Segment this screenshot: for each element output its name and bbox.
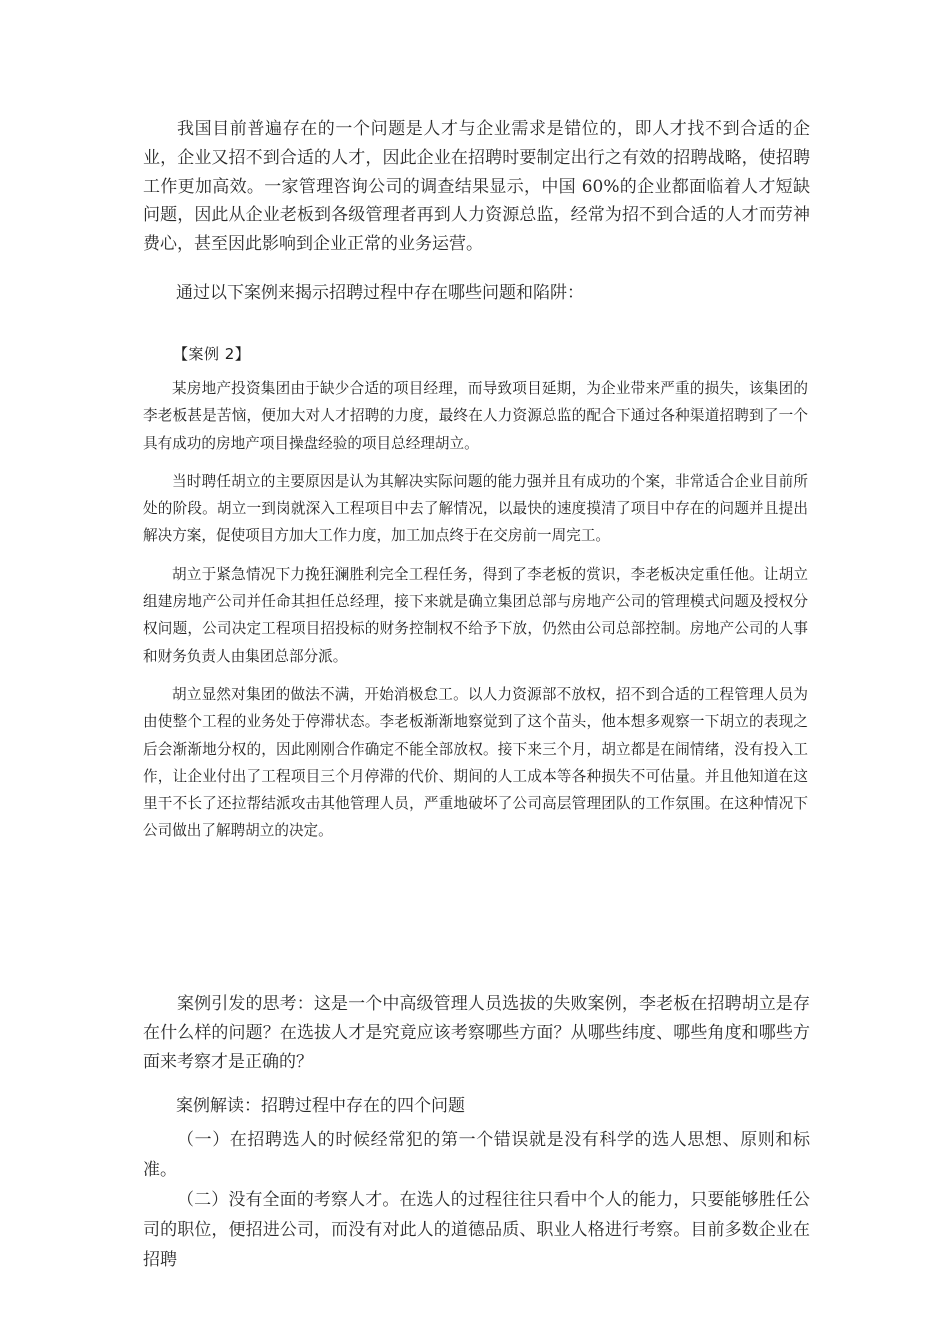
reflection-section [143, 990, 810, 1077]
case-paragraph-3: 胡立于紧急情况下力挽狂澜胜利完全工程任务，得到了李老板的赏识，李老板决定重任他。让胡立组建房地产公司并任命其担任总经理，接下来就是确立集团总部与房地产公司的管理模式问题及授权分权问题，公司决定工程项目招投标的财务控制权不给予下放，仍然由公司总部控制。房地产公司的人事和财务负责人由集团总部分派。 [143, 565, 808, 665]
intro-paragraph: 我国目前普遍存在的一个问题是人才与企业需求是错位的，即人才找不到合适的企业，企业又招不到合适的人才，因此企业在招聘时要制定出行之有效的招聘战略，使招聘工作更加高效。一家管理咨询公司的调查结果显示，中国 60%的企业都面临着人才短缺问题，因此从企业老板到各级管理者再到人力资源总监，经常为招不到合适的人才而劳神费心，甚至因此影响到企业正常的业务运营。 [143, 119, 810, 255]
reflection-paragraph: 案例引发的思考：这是一个中高级管理人员选拔的失败案例，李老板在招聘胡立是存在什么样的问题？在选拔人才是究竟应该考察哪些方面？从哪些纬度、哪些角度和哪些方面来考察才是正确的？ [143, 994, 810, 1072]
case-title: 【案例 2】 [173, 345, 251, 363]
case-body [143, 375, 808, 856]
points-section [143, 1125, 810, 1275]
case-paragraph-1: 某房地产投资集团由于缺少合适的项目经理，而导致项目延期，为企业带来严重的损失，该集团的李老板甚是苦恼，便加大对人才招聘的力度，最终在人力资源总监的配合下通过各种渠道招聘到了一个具有成功的房地产项目操盘经验的项目总经理胡立。 [143, 380, 808, 452]
analysis-heading: 案例解读：招聘过程中存在的四个问题 [176, 1096, 465, 1116]
point-2: （二）没有全面的考察人才。在选人的过程往往只看中个人的能力，只要能够胜任公司的职位，便招进公司，而没有对此人的道德品质、职业人格进行考察。目前多数企业在招聘 [143, 1190, 810, 1270]
case-paragraph-2: 当时聘任胡立的主要原因是认为其解决实际问题的能力强并且有成功的个案，非常适合企业目前所处的阶段。胡立一到岗就深入工程项目中去了解情况，以最快的速度摸清了项目中存在的问题并且提出解决方案，促使项目方加大工作力度，加工加点终于在交房前一周完工。 [143, 472, 808, 545]
intro-section [143, 115, 810, 259]
lead-sentence: 通过以下案例来揭示招聘过程中存在哪些问题和陷阱： [176, 283, 584, 303]
case-paragraph-4: 胡立显然对集团的做法不满，开始消极怠工。以人力资源部不放权，招不到合适的工程管理人员为由使整个工程的业务处于停滞状态。李老板渐渐地察觉到了这个苗头，他本想多观察一下胡立的表现之后会渐渐地分权的，因此刚刚合作确定不能全部放权。接下来三个月，胡立都是在闹情绪，没有投入工作，让企业付出了工程项目三个月停滞的代价、期间的人工成本等各种损失不可估量。并且他知道在这里干不长了还拉帮结派攻击其他管理人员，严重地破坏了公司高层管理团队的工作氛围。在这种情况下公司做出了解聘胡立的决定。 [143, 685, 808, 840]
point-1: （一）在招聘选人的时候经常犯的第一个错误就是没有科学的选人思想、原则和标准。 [143, 1130, 810, 1180]
